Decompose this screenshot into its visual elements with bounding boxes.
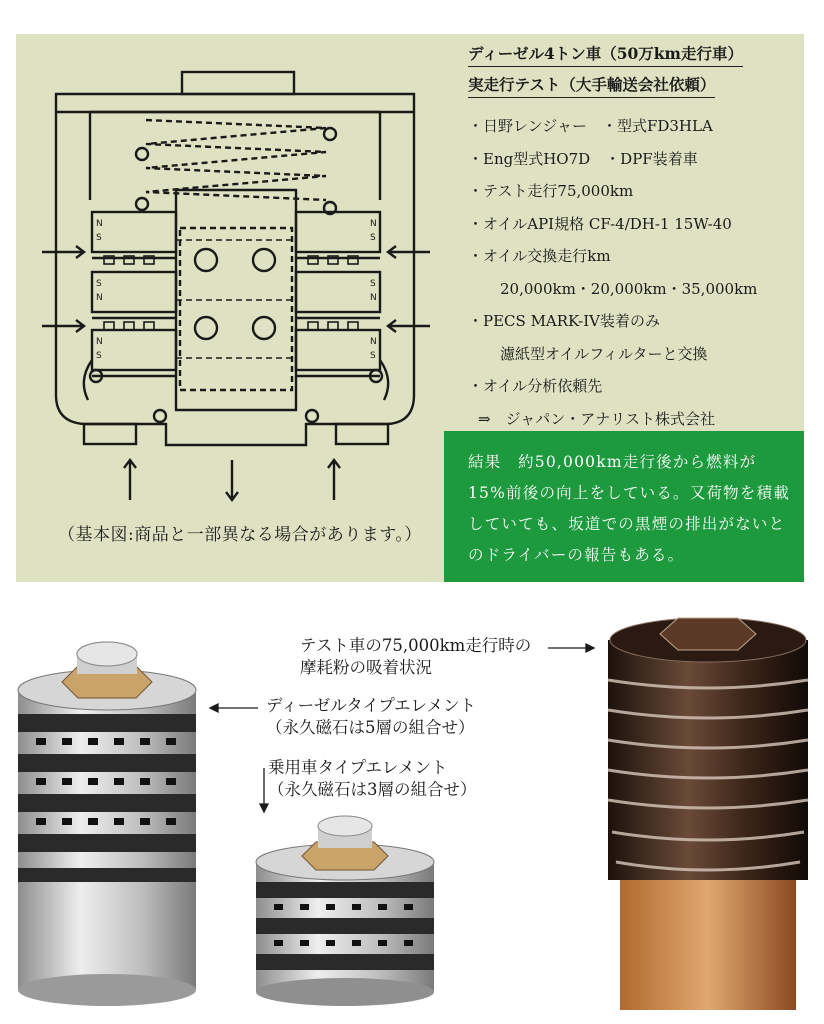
spec-line: ・テスト走行75,000km [468,182,634,200]
diagram-caption: （基本図:商品と一部異なる場合があります。） [58,525,422,545]
spec-line: ・オイルAPI規格 CF-4/DH-1 15W-40 [468,214,732,233]
pole-label: N [96,337,103,347]
diesel-element-note: （永久磁石は5層の組合せ） [266,718,475,737]
test-car-label-line1: テスト車の75,000km走行時の [300,636,532,655]
pole-label: S [370,279,376,289]
pole-label: N [370,337,377,347]
pole-label: N [96,293,103,303]
spec-title-test: 実走行テスト（大手輸送会社依頼） [468,73,715,98]
spec-line: 濾紙型オイルフィルターと交換 [500,344,708,363]
pole-label: S [96,233,102,243]
pole-label: S [370,351,376,361]
result-text: 結果 約50,000km走行後から燃料が15%前後の向上をしている。又荷物を積載していても、坂道での黒煙の排出がないとのドライバーの報告もある。 [468,453,790,564]
pole-label: N [96,219,103,229]
pole-label: N [370,293,377,303]
spec-line: ⇒ ジャパン・アナリスト株式会社 [478,409,715,428]
spec-line: 20,000km・20,000km・35,000km [500,279,758,298]
pole-label: S [96,351,102,361]
spec-title-vehicle: ディーゼル4トン車（50万km走行車） [468,42,743,67]
car-element-name: 乗用車タイプエレメント [268,758,448,777]
pole-label: S [96,279,102,289]
diesel-element-label [266,695,476,739]
spec-line: ・オイル分析依頼先 [468,377,603,395]
pole-label: S [370,233,376,243]
spec-line: ・PECS MARK-IV装着のみ [468,312,660,330]
car-element-note: （永久磁石は3層の組合せ） [268,780,477,799]
spec-line: ・日野レンジャー ・型式FD3HLA [468,117,713,135]
pole-label: N [370,219,377,229]
car-element-label [268,757,477,801]
test-car-label [300,635,531,679]
test-car-label-line2: 摩耗粉の吸着状況 [300,658,432,677]
spec-line: ・Eng型式HO7D ・DPF装着車 [468,149,698,168]
diesel-element-name: ディーゼルタイプエレメント [266,696,477,715]
spec-line: ・オイル交換走行km [468,247,611,265]
